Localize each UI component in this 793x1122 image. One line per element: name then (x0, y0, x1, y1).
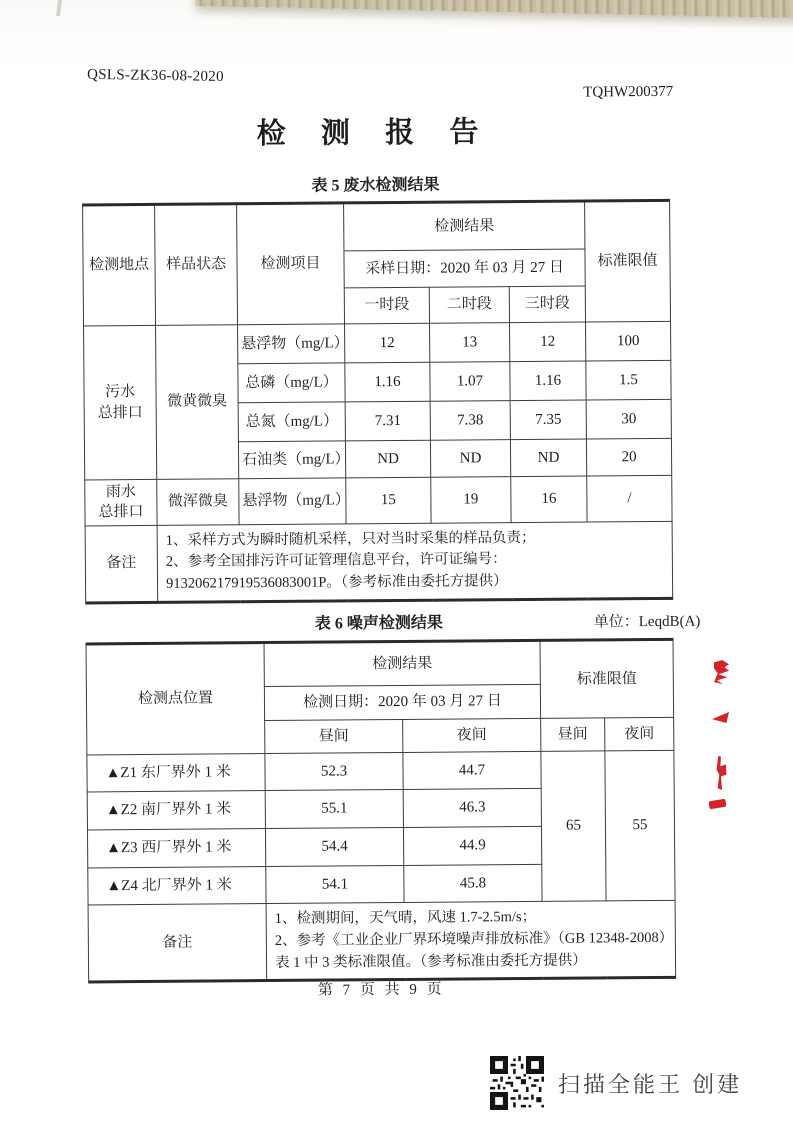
table-row (87, 750, 674, 792)
cell-day-value: 55.1 (265, 789, 403, 828)
cell-value: 7.31 (345, 401, 430, 441)
cell-value: 1.07 (430, 362, 510, 402)
table5-notes (157, 521, 673, 602)
cell-item: 悬浮物（mg/L） (238, 324, 345, 364)
table6-unit: 单位：LeqdB(A) (593, 613, 701, 631)
cell-item: 总氮（mg/L） (238, 402, 345, 442)
page-number: 第 7 页 共 9 页 (317, 981, 445, 999)
header-night: 夜间 (605, 717, 674, 751)
table6-title: 表 6 噪声检测结果 (314, 614, 443, 633)
cell-limit: 20 (586, 438, 671, 476)
cell-night-value: 44.7 (403, 751, 541, 789)
cell-night-value: 45.8 (404, 864, 542, 902)
cell-day-value: 54.1 (266, 865, 404, 903)
cell-point: ▲Z4 北厂界外 1 米 (88, 867, 266, 905)
header-period-3: 三时段 (509, 286, 585, 323)
cell-limit-night: 55 (605, 750, 675, 901)
cell-point: ▲Z1 东厂界外 1 米 (87, 754, 265, 792)
cell-day-value: 52.3 (265, 752, 403, 790)
table-row (86, 639, 673, 688)
wastewater-table (82, 199, 673, 604)
cell-value: 19 (431, 477, 511, 523)
header-limit: 标准限值 (585, 200, 671, 322)
header-night: 夜间 (403, 718, 541, 752)
header-result: 检测结果 (264, 640, 540, 686)
cell-value: 15 (346, 477, 431, 523)
document-code: QSLS-ZK36-08-2020 (86, 66, 224, 86)
header-sample-date: 采样日期：2020 年 03 月 27 日 (344, 249, 585, 288)
qr-code-icon (490, 1056, 544, 1110)
table-row (85, 521, 673, 603)
cell-value: ND (345, 440, 430, 478)
header-limit: 标准限值 (540, 639, 674, 718)
note-line: 2、参考《工业企业厂界环境噪声排放标准》（GB 12348-2008）表 1 中 3 类标准限值。（参考标准由委托方提供） (274, 929, 667, 971)
cell-limit: / (587, 475, 672, 521)
scanner-watermark-text: 扫描全能王 创建 (558, 1071, 743, 1097)
cell-point: ▲Z2 南厂界外 1 米 (87, 791, 265, 830)
cell-value: 12 (510, 322, 586, 362)
note-line: 1、检测期间，天气晴，风速 1.7-2.5m/s； (274, 908, 537, 927)
cell-value: ND (430, 440, 510, 478)
cell-value: ND (510, 439, 586, 477)
cell-location-rain: 雨水 总排口 (85, 479, 157, 525)
table-row (85, 475, 672, 525)
header-day: 昼间 (541, 718, 605, 752)
cell-night-value: 46.3 (403, 788, 541, 827)
cell-sample-state: 微黄微臭 (156, 325, 239, 480)
cell-night-value: 44.9 (403, 826, 541, 865)
cell-value: 7.38 (430, 401, 510, 441)
cell-value: 7.35 (510, 400, 586, 440)
note-label: 备注 (85, 525, 158, 603)
scanner-watermark (490, 1056, 742, 1110)
header-item: 检测项目 (237, 203, 345, 325)
cell-day-value: 54.4 (265, 827, 403, 866)
table6-caption (85, 608, 701, 637)
header-point: 检测点位置 (86, 643, 265, 755)
header-location: 检测地点 (83, 204, 156, 326)
note-label: 备注 (88, 904, 267, 983)
table5-title: 表 5 废水检测结果 (311, 176, 440, 195)
cell-limit: 30 (586, 399, 671, 439)
cell-value: 16 (511, 476, 587, 522)
cell-location-sewage: 污水 总排口 (84, 325, 157, 480)
cell-limit: 1.5 (586, 360, 671, 400)
cell-value: 13 (430, 323, 510, 363)
cell-item: 石油类（mg/L） (238, 441, 345, 479)
table-row (84, 321, 671, 365)
noise-section (85, 608, 701, 984)
table-row (88, 900, 676, 982)
cell-value: 1.16 (510, 361, 586, 401)
wastewater-section (82, 170, 672, 604)
header-test-date: 检测日期：2020 年 03 月 27 日 (264, 684, 540, 720)
noise-table (86, 638, 677, 984)
table6-notes (266, 900, 676, 980)
header-period-1: 一时段 (344, 287, 429, 324)
header-period-2: 二时段 (429, 287, 509, 324)
header-result: 检测结果 (344, 201, 585, 251)
table-row (83, 200, 670, 253)
cell-item: 总磷（mg/L） (238, 363, 345, 403)
page-title: 检 测 报 告 (256, 116, 493, 151)
report-number: TQHW200377 (583, 83, 674, 101)
cell-sample-state: 微浑微臭 (157, 479, 239, 525)
cell-limit-day: 65 (541, 751, 606, 901)
header-sample-state: 样品状态 (155, 204, 238, 326)
cell-point: ▲Z3 西厂界外 1 米 (87, 829, 265, 868)
header-day: 昼间 (265, 719, 403, 753)
cell-item: 悬浮物（mg/L） (239, 478, 346, 524)
cell-value: 1.16 (345, 362, 430, 402)
note-line: 1、采样方式为瞬时随机采样，只对当时采集的样品负责； (165, 529, 536, 549)
cell-limit: 100 (586, 321, 671, 361)
note-line: 2、参考全国排污许可证管理信息平台，许可证编号：913206217919536083001P。（参考标准由委托方提供） (165, 551, 508, 592)
cell-value: 12 (345, 323, 430, 363)
